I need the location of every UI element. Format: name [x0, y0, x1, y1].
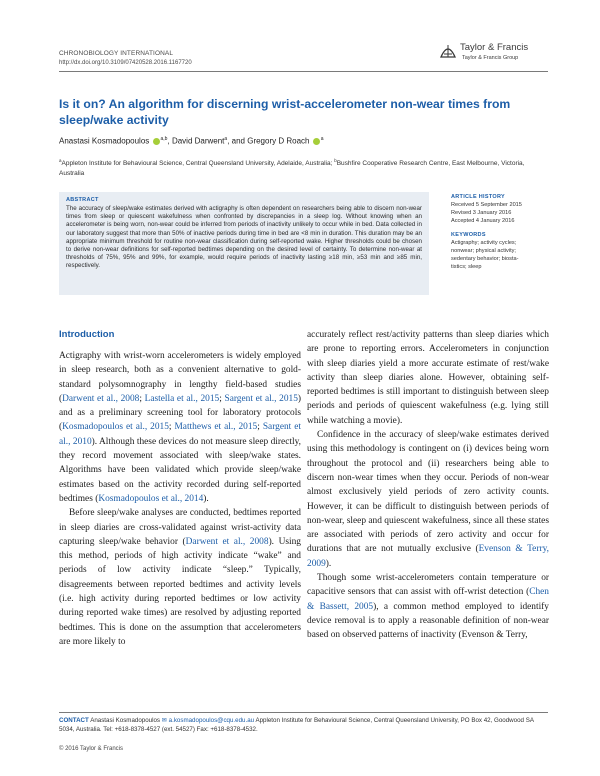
- body-paragraph: Though some wrist-accelerometers contain temperature or capacitive sensors that can assist with off-wrist detection (Chen & Bassett, 2005), a common method employed to identify device removal is to apply a reasonable definition of non-wear based on observed patterns of inactivity (Evenson & Terry,: [307, 573, 549, 641]
- keywords-line: sedentary behavior; biosta-: [451, 256, 519, 262]
- citation-link[interactable]: Darwent et al., 2008: [185, 536, 269, 547]
- author-name: Anastasi Kosmadopoulos: [59, 136, 150, 146]
- email-icon: ✉: [161, 717, 167, 724]
- citation-link[interactable]: Kosmadopoulos et al., 2015: [62, 422, 169, 433]
- publisher-logo: [439, 40, 549, 64]
- author-affil-mark: a: [320, 136, 324, 142]
- abstract-heading: ABSTRACT: [66, 197, 99, 203]
- body-column-left: [59, 349, 301, 649]
- publisher-name: Taylor & Francis: [460, 42, 529, 53]
- affiliation-mark: a: [59, 158, 62, 163]
- author-name: David Darwent: [171, 136, 225, 146]
- journal-name: CHRONOBIOLOGY INTERNATIONAL: [59, 50, 174, 57]
- body-paragraph: Actigraphy with wrist-worn accelerometers is widely employed in sleep research, both as a convenient alternative to gold-standard polysomnography in lengthy field-based studies (Darwent et al., 2008; Lastella et al., 2015; Sargent et al., 2015) and as a preliminary screening tool for laboratory protocols (Kosmadopoulos et al., 2015; Matthews et al., 2015; Sargent et al., 2010). Although these devices do not measure sleep directly, they record movement associated with sleep/wake states. Algorithms have been validated which provide sleep/wake estimates based on the activity recorded during self-reported bedtimes (Kosmadopoulos et al., 2014).: [59, 351, 302, 504]
- keywords-line: tistics; sleep: [451, 264, 482, 270]
- history-revised: Revised 3 January 2016: [451, 210, 512, 216]
- citation-link[interactable]: Lastella et al., 2015: [144, 393, 220, 404]
- affiliation-b: Bushfire Cooperative Research Centre, East Melbourne, Victoria, Australia: [59, 160, 525, 177]
- citation-link[interactable]: Evenson & Terry, 2009: [307, 544, 549, 569]
- contact-name: Anastasi Kosmadopoulos: [90, 717, 161, 724]
- contact-info: [59, 717, 549, 734]
- history-received: Received 5 September 2015: [451, 202, 522, 208]
- author-separator: ,: [167, 136, 170, 146]
- abstract-text: The accuracy of sleep/wake estimates derived with actigraphy is often dependent on researchers being able to discern non-wear times from sleep or quiescent wakefulness when confronted by discrepancies in a sleep log. Without knowing when an accelerometer is being worn, non-wear could be inferred from periods of inactivity unlikely to occur while in bed. Data collected in our laboratory suggest that more than 50% of inactive periods during time in bed are <8 min in duration. This duration may be an appropriate minimum threshold for routine non-wear classification during self-reported wake. Higher thresholds could be chosen to derive non-wear definitions for self-reported bedtimes depending on the desired level of certainty. To determine non-wear at thresholds of 75%, 95% and 99%, for example, would require periods of inactivity lasting ≥18 min, ≥53 min and ≥85 min, respectively.: [66, 205, 422, 270]
- footer-rule: [59, 712, 548, 713]
- citation-link[interactable]: Kosmadopoulos et al., 2014: [98, 493, 204, 504]
- affiliations: [59, 156, 549, 178]
- keywords-line: Actigraphy; activity cycles;: [451, 240, 517, 246]
- section-heading: Introduction: [59, 329, 115, 340]
- history-heading: ARTICLE HISTORY: [451, 194, 506, 200]
- author-affil-mark: a,b: [160, 136, 168, 142]
- publisher-logo-icon: [439, 40, 457, 60]
- keywords-heading: KEYWORDS: [451, 232, 486, 238]
- contact-email[interactable]: a.kosmadopoulos@cqu.edu.au: [168, 717, 255, 724]
- author-affil-mark: a: [224, 136, 228, 142]
- history-accepted: Accepted 4 January 2016: [451, 218, 515, 224]
- keywords-line: nonwear; physical activity;: [451, 248, 516, 254]
- citation-link[interactable]: Darwent et al., 2008: [62, 393, 140, 404]
- body-paragraph: accurately reflect rest/activity patterns than sleep diaries which are prone to reporting errors. Accelerometers in conjunction with sleep diaries yield a more accurate estimate of rest/wake activity than sleep diaries alone. However, obtaining self-reported bedtimes is still important to distinguish between sleep periods and periods of quiescent wakefulness (e.g. lying still while watching a movie).: [307, 330, 549, 426]
- affiliation-mark: b: [334, 158, 337, 163]
- body-column-right: [307, 328, 549, 643]
- citation-link[interactable]: Chen & Bassett, 2005: [307, 587, 549, 612]
- author-separator: , and: [227, 136, 245, 146]
- doi-link[interactable]: http://dx.doi.org/10.3109/07420528.2016.1167720: [59, 60, 192, 66]
- article-sidebar: [451, 194, 551, 271]
- body-paragraph: Confidence in the accuracy of sleep/wake estimates derived using this methodology is contingent on (i) devices being worn throughout the protocol and (ii) researchers being able to discern non-wear times when they occur. Periods of non-wear almost exclusively yield periods of zero activity counts. However, it can be difficult to distinguish between periods of non-wear, sleep and quiescent wakefulness, since all these states are associated with periods of zero activity and occur for durations that are not mutually exclusive (Evenson & Terry, 2009).: [307, 430, 549, 569]
- citation-link[interactable]: Matthews et al., 2015: [174, 422, 258, 433]
- contact-label: CONTACT: [59, 717, 89, 724]
- affiliation-a: Appleton Institute for Behavioural Science, Central Queensland University, Adelaide, Australia;: [61, 160, 333, 168]
- article-title: Is it on? An algorithm for discerning wrist-accelerometer non-wear times from sleep/wake activity: [59, 97, 511, 127]
- header-rule: [59, 71, 548, 72]
- orcid-icon[interactable]: [313, 138, 320, 145]
- orcid-icon[interactable]: [153, 138, 160, 145]
- citation-link[interactable]: Sargent et al., 2010: [59, 422, 301, 447]
- contact-address: Appleton Institute for Behavioural Science, Central Queensland University, PO Box 42, Goodwood SA 5034, Australia. Tel: +618-8378-4527 (ext. 54527) Fax: +618-8378-4532.: [59, 717, 534, 733]
- body-paragraph: Before sleep/wake analyses are conducted, bedtimes reported in sleep diaries are cross-validated against wrist-activity data capturing sleep/wake behavior (Darwent et al., 2008). Using this method, periods of high activity indicate “wake” and periods of low activity indicate “sleep.” Typically, disagreements between reported bedtimes and activity levels (i.e. high activity during reported bedtimes or low activity during reported wake times) are resolved by adjusting reported bedtimes. This is done on the assumption that accelerometers are more likely to: [59, 508, 301, 647]
- author-list: [59, 136, 323, 146]
- author-name: Gregory D Roach: [247, 136, 310, 146]
- abstract-box: [59, 192, 429, 295]
- citation-link[interactable]: Sargent et al., 2015: [224, 393, 298, 404]
- copyright: © 2016 Taylor & Francis: [59, 746, 124, 752]
- publisher-group: Taylor & Francis Group: [462, 55, 519, 61]
